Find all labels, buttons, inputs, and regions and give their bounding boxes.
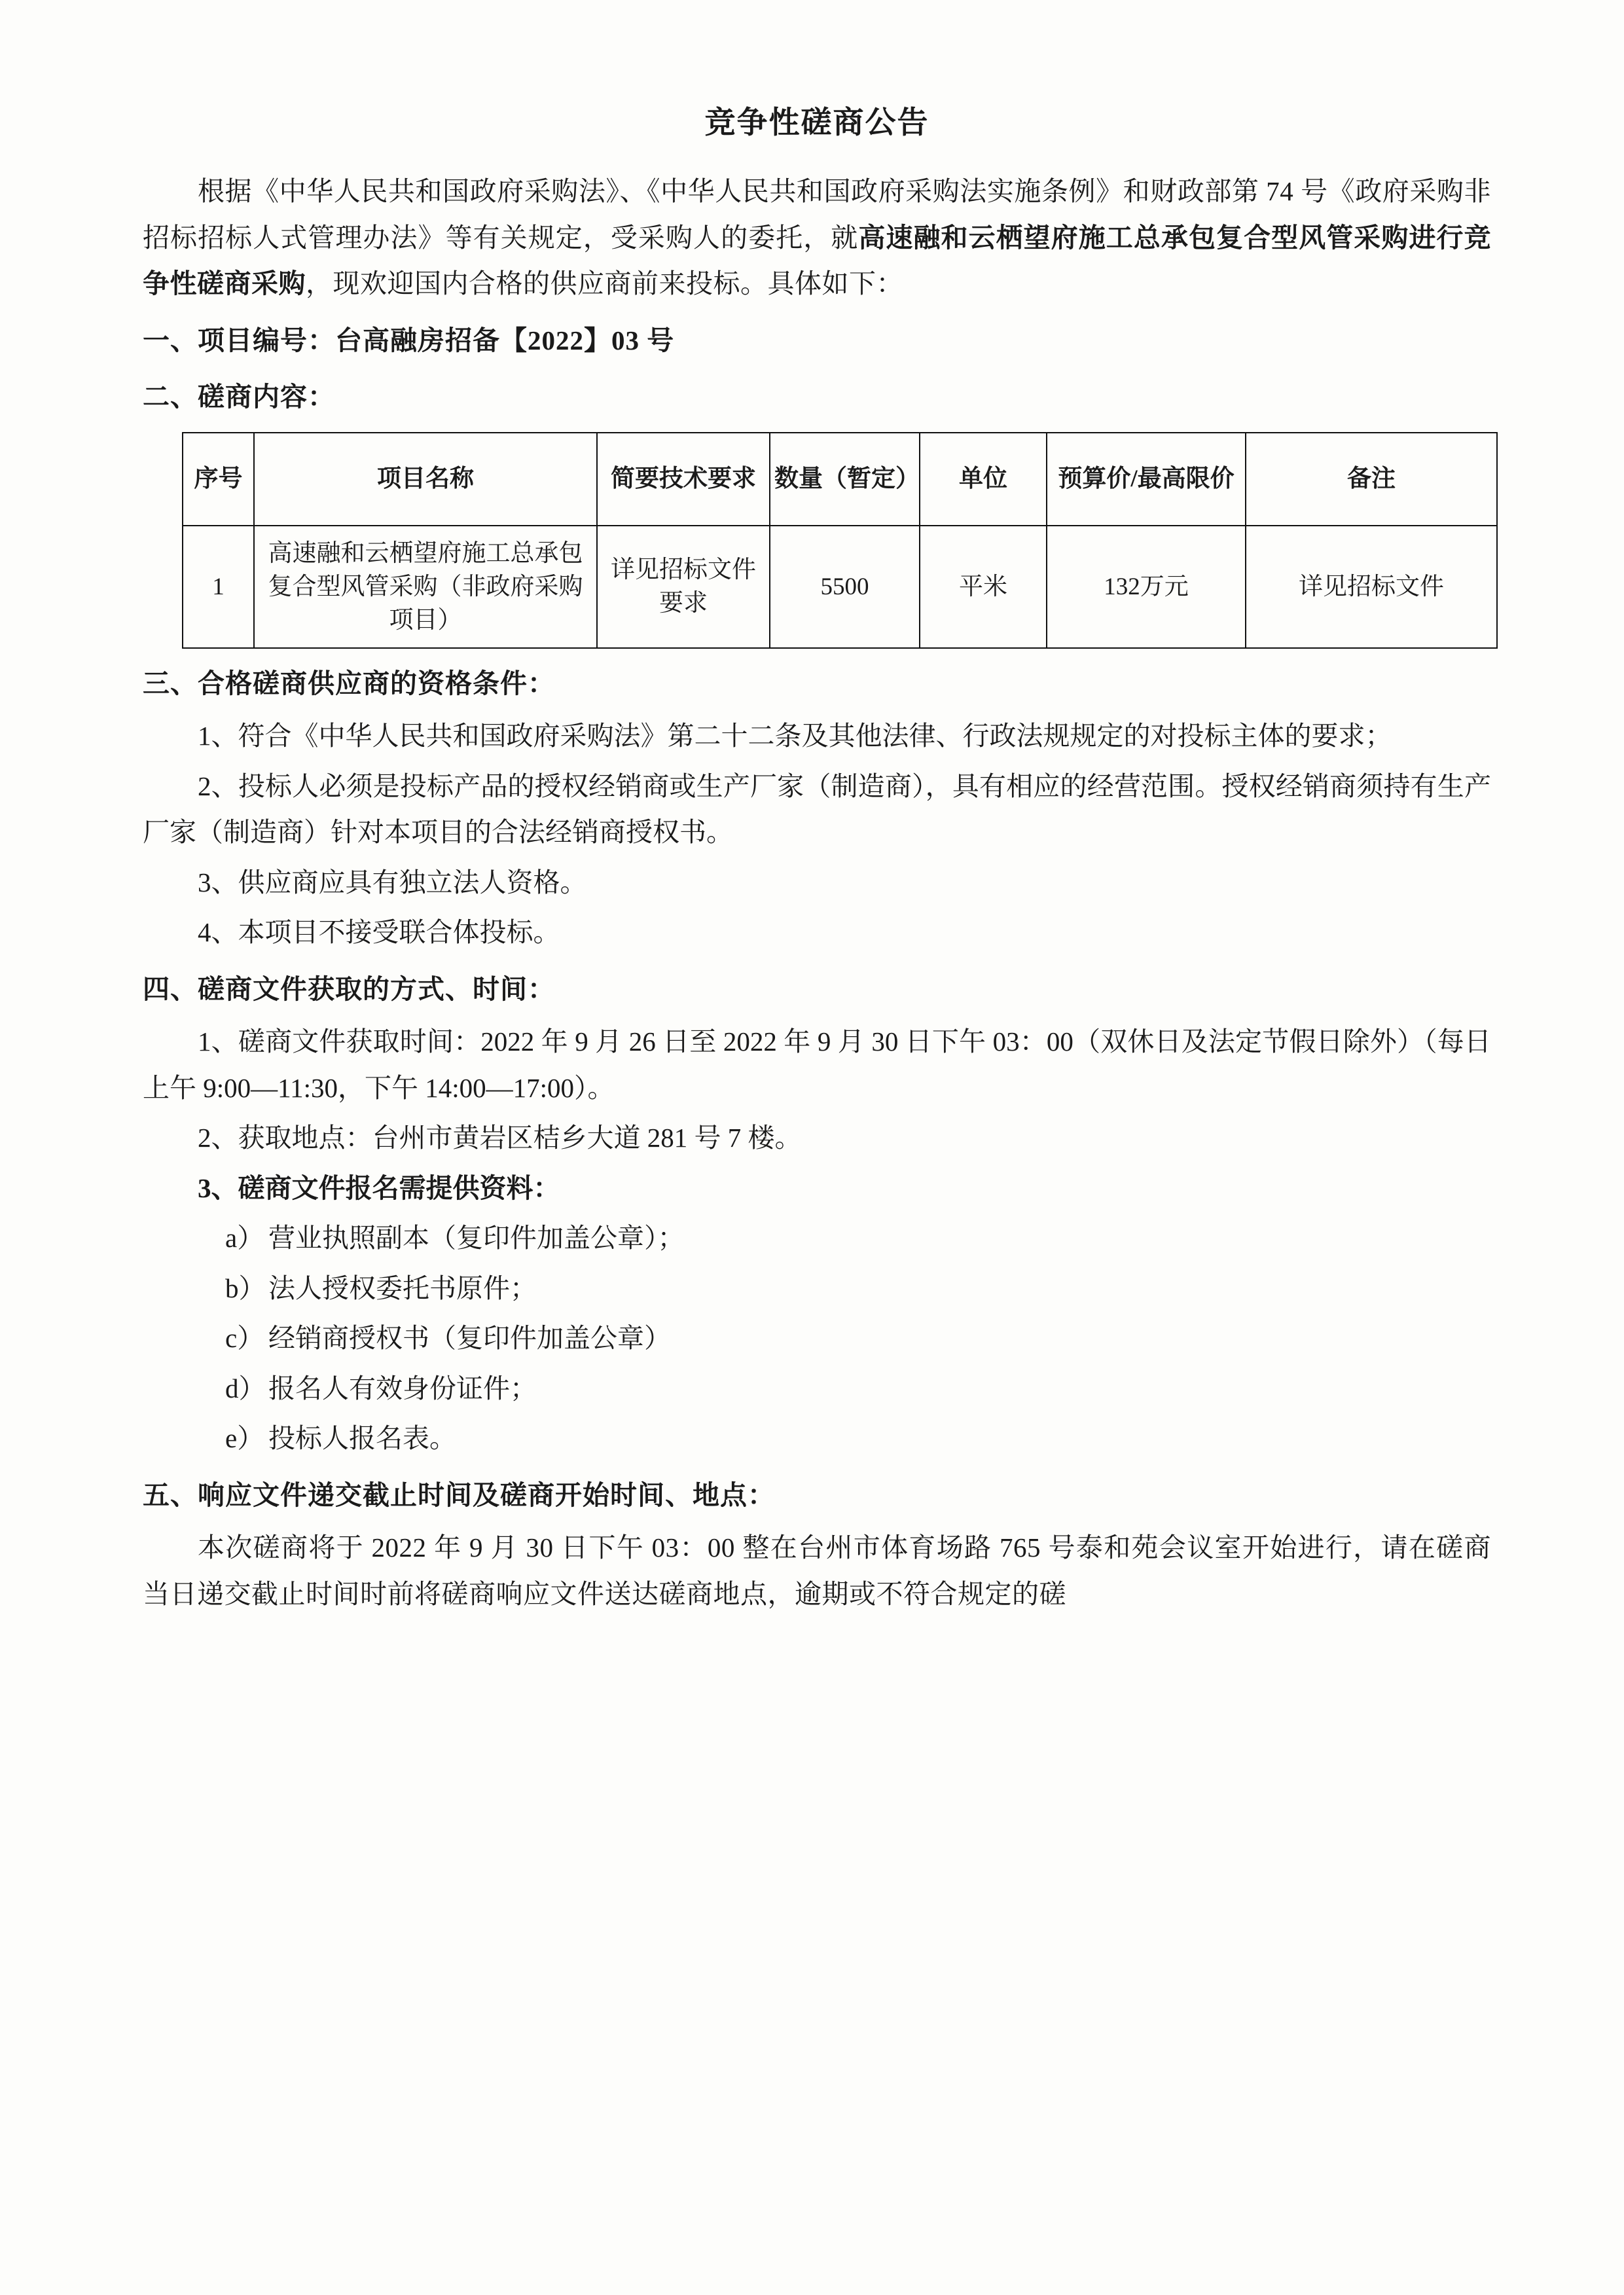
section-heading-document-acquisition: 四、磋商文件获取的方式、时间： bbox=[143, 973, 555, 1004]
intro-paragraph bbox=[143, 168, 1491, 307]
acquisition-item-location: 2、获取地点：台州市黄岩区桔乡大道 281 号 7 楼。 bbox=[198, 1123, 802, 1153]
material-marker-a: a） bbox=[225, 1223, 264, 1254]
material-item-a bbox=[143, 1215, 1491, 1261]
intro-text-bold: 高速融和云栖望府施工总承包复合型风管采购进行竞争性磋商采购 bbox=[143, 222, 1492, 299]
section-heading-project-number: 一、项目编号：台高融房招备【2022】03 号 bbox=[143, 325, 675, 355]
table-header-row bbox=[183, 433, 1497, 526]
intro-text-part1: 根据《中华人民共和国政府采购法》、《中华人民共和国政府采购法实施条例》和财政部第 74 号《政府采购非招标招标人式管理办法》等有关规定，受采购人的委托，就 bbox=[143, 176, 1491, 253]
table-header-remark: 备注 bbox=[1246, 433, 1497, 526]
material-text-c: 经销商授权书（复印件加盖公章） bbox=[268, 1323, 671, 1354]
material-item-c bbox=[143, 1315, 1491, 1362]
table-cell-remark: 详见招标文件 bbox=[1246, 526, 1497, 648]
qualification-item-3: 3、供应商应具有独立法人资格。 bbox=[198, 867, 587, 897]
table-header-no: 序号 bbox=[183, 433, 254, 526]
page-title: 竞争性磋商公告 bbox=[704, 106, 929, 140]
document-body bbox=[143, 98, 1491, 1660]
qualification-item-2: 2、投标人必须是投标产品的授权经销商或生产厂家（制造商），具有相应的经营范围。授权经销商须持有生产厂家（制造商）针对本项目的合法经销商授权书。 bbox=[143, 770, 1491, 848]
table-header-project-name: 项目名称 bbox=[254, 433, 597, 526]
material-text-d: 报名人有效身份证件； bbox=[268, 1373, 537, 1403]
material-text-a: 营业执照副本（复印件加盖公章）； bbox=[268, 1223, 685, 1254]
intro-text-part2: ，现欢迎国内合格的供应商前来投标。具体如下： bbox=[306, 268, 903, 299]
table-row bbox=[183, 526, 1497, 648]
table-header-tech-req: 简要技术要求 bbox=[597, 433, 770, 526]
qualification-item-1: 1、符合《中华人民共和国政府采购法》第二十二条及其他法律、行政法规规定的对投标主体的要求； bbox=[198, 721, 1392, 751]
material-marker-b: b） bbox=[225, 1273, 266, 1303]
material-marker-c: c） bbox=[225, 1323, 264, 1354]
section-heading-negotiation-content: 二、磋商内容： bbox=[143, 382, 335, 412]
table-header-unit: 单位 bbox=[920, 433, 1047, 526]
qualification-item-4: 4、本项目不接受联合体投标。 bbox=[198, 917, 560, 948]
table-cell-no: 1 bbox=[183, 526, 254, 648]
table-cell-budget-price: 132万元 bbox=[1047, 526, 1246, 648]
table-cell-project-name: 高速融和云栖望府施工总承包复合型风管采购（非政府采购项目） bbox=[254, 526, 597, 648]
table-header-quantity: 数量（暂定） bbox=[770, 433, 920, 526]
table-cell-unit: 平米 bbox=[920, 526, 1047, 648]
material-marker-e: e） bbox=[225, 1423, 264, 1454]
section-heading-qualification: 三、合格磋商供应商的资格条件： bbox=[143, 668, 555, 698]
material-item-e bbox=[143, 1415, 1491, 1462]
table-cell-quantity: 5500 bbox=[770, 526, 920, 648]
material-item-d bbox=[143, 1365, 1491, 1412]
material-marker-d: d） bbox=[225, 1373, 266, 1403]
acquisition-item-materials: 3、磋商文件报名需提供资料： bbox=[198, 1172, 560, 1203]
table-cell-tech-req: 详见招标文件要求 bbox=[597, 526, 770, 648]
section-heading-submission-deadline: 五、响应文件递交截止时间及磋商开始时间、地点： bbox=[143, 1479, 775, 1510]
submission-paragraph: 本次磋商将于 2022 年 9 月 30 日下午 03：00 整在台州市体育场路 765 号泰和苑会议室开始进行，请在磋商当日递交截止时间时前将磋商响应文件送达磋商地点，逾期或不符合规定的磋 bbox=[143, 1532, 1491, 1609]
material-text-b: 法人授权委托书原件； bbox=[268, 1273, 537, 1303]
procurement-table bbox=[182, 432, 1498, 649]
acquisition-item-time: 1、磋商文件获取时间：2022 年 9 月 26 日至 2022 年 9 月 30 日下午 03：00（双休日及法定节假日除外）（每日上午 9:00—11:30，下午 14:00—17:00）。 bbox=[143, 1026, 1491, 1103]
material-text-e: 投标人报名表。 bbox=[268, 1423, 456, 1454]
material-item-b bbox=[143, 1265, 1491, 1312]
table-header-budget-price: 预算价/最高限价 bbox=[1047, 433, 1246, 526]
